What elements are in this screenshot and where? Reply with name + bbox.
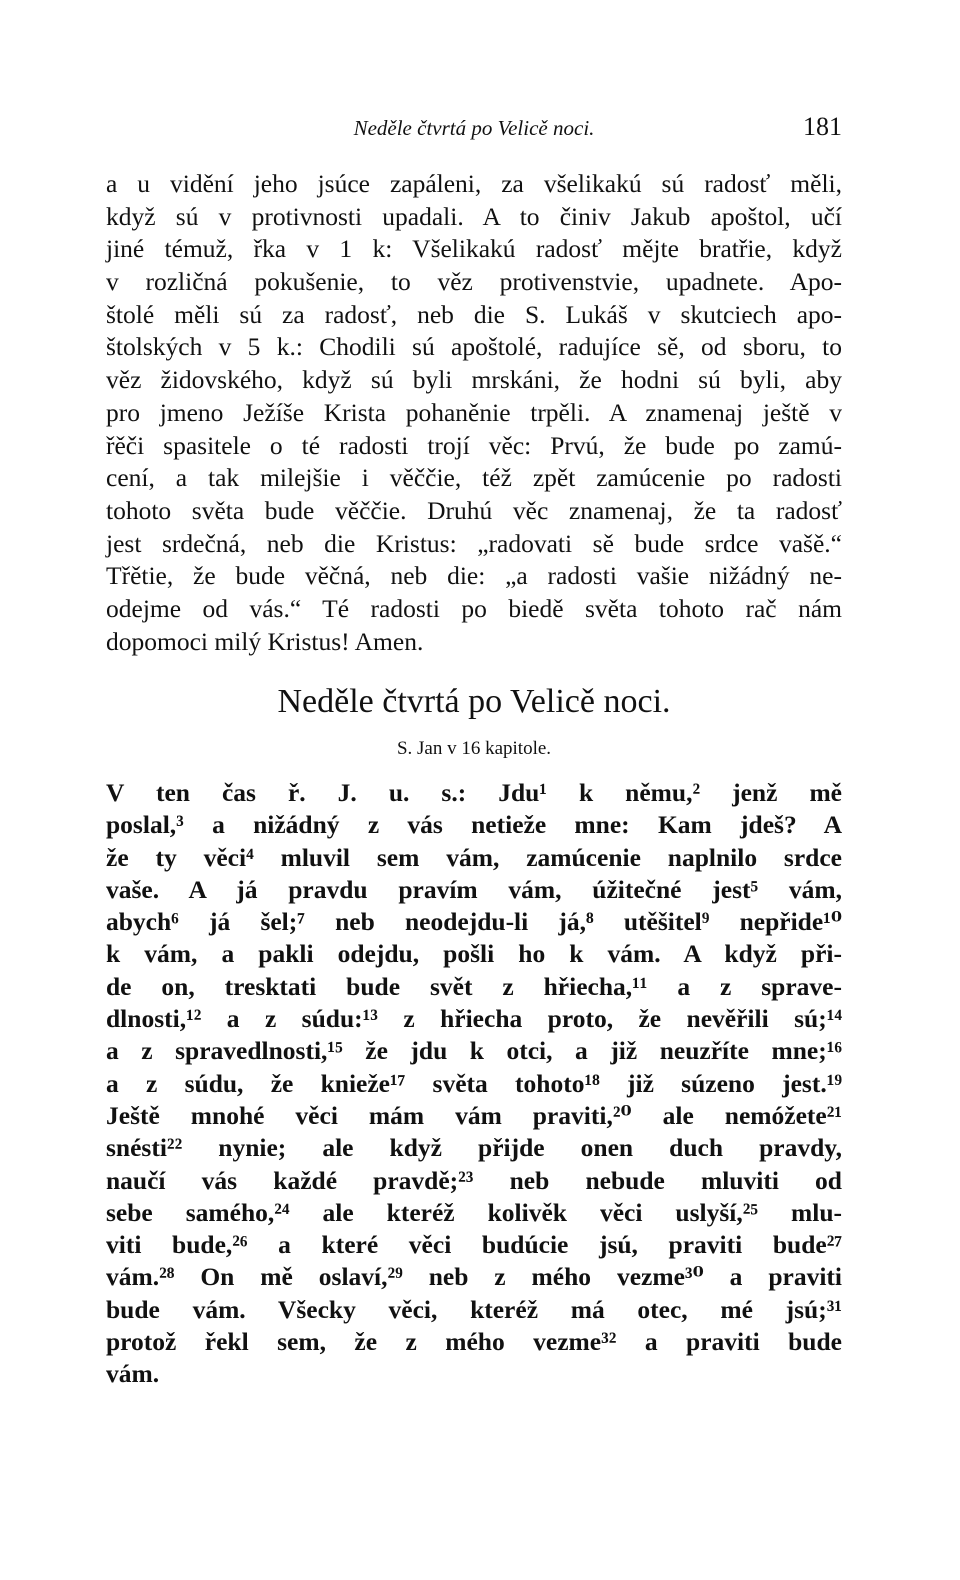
body-line: štolských v 5 k.: Chodili sú apoštolé, radujíce sě, od sboru, to: [106, 332, 842, 362]
gospel-line: dlnosti,¹² a z súdu:¹³ z hřiecha proto, že nevěřili sú;¹⁴: [106, 1004, 842, 1034]
body-line: tohoto světa bude věččie. Druhú věc znamenaj, že ta radosť: [106, 495, 842, 525]
body-line: pro jmeno Ježíše Krista pohaněnie trpěli. A znamenaj ještě v: [106, 397, 842, 427]
body-line: a u vidění jeho jsúce zapáleni, za všelikakú sú radosť měli,: [106, 169, 842, 198]
gospel-line: snésti²² nynie; ale když přijde onen duch pravdy,: [106, 1133, 842, 1163]
gospel-line: a z spravedlnosti,¹⁵ že jdu k otci, a již neuzříte mne;¹⁶: [106, 1036, 842, 1066]
body-line: cení, a tak milejšie i věččie, též zpět zamúcenie po radosti: [106, 463, 842, 493]
gospel-line: Ještě mnohé věci mám vám praviti,²⁰ ale nemóžete²¹: [106, 1100, 842, 1130]
body-line: Třětie, že bude věčná, neb die: „a radosti vašie nižádný ne-: [106, 561, 842, 591]
body-line: řěči spasitele o té radosti trojí věc: Prvú, že bude po zamú-: [106, 430, 842, 460]
gospel-paragraph: [106, 777, 842, 1391]
body-line: jest srdečná, neb die Kristus: „radovati sě bude srdce vašě.“: [106, 528, 842, 558]
body-line: věz židovského, když sú byli mrskáni, že hodni sú byli, aby: [106, 365, 842, 395]
body-line: dopomoci milý Kristus! Amen.: [106, 626, 424, 656]
running-header: [106, 112, 842, 146]
gospel-line: bude vám. Všecky věci, kteréž má otec, mé jsú;³¹: [106, 1294, 842, 1324]
body-line: když sú v protivnosti upadali. A to činiv Jakub apoštol, učí: [106, 201, 842, 231]
gospel-line: a z súdu, že knieže¹⁷ světa tohoto¹⁸ již súzeno jest.¹⁹: [106, 1068, 842, 1098]
body-line: štolé měli sú za radosť, neb die S. Lukáš v skutciech apo-: [106, 299, 842, 329]
page-number: 181: [803, 112, 842, 141]
gospel-line: V ten čas ř. J. u. s.: Jdu¹ k němu,² jenž mě: [106, 778, 842, 807]
gospel-line: k vám, a pakli odejdu, pošli ho k vám. A když při-: [106, 939, 842, 969]
body-line: v rozličná pokušenie, to věz protivenstvie, upadnete. Apo-: [106, 267, 842, 297]
gospel-line: vaše. A já pravdu pravím vám, úžitečné jest⁵ vám,: [106, 874, 842, 904]
gospel-line: de on, tresktati bude svět z hřiecha,¹¹ a z sprave-: [106, 971, 842, 1001]
gospel-line: viti bude,²⁶ a které věci budúcie jsú, praviti bude²⁷: [106, 1230, 842, 1260]
section-source: S. Jan v 16 kapitole.: [396, 738, 552, 759]
body-paragraph: [106, 168, 842, 658]
gospel-line: sebe samého,²⁴ ale kteréž kolivěk věci uslyší,²⁵ mlu-: [106, 1197, 842, 1227]
gospel-line: vám.: [106, 1359, 160, 1389]
gospel-line: poslal,³ a nižádný z vás netieže mne: Kam jdeš? A: [106, 810, 842, 840]
section-title: Neděle čtvrtá po Velicě noci.: [277, 683, 671, 720]
body-line: odejme od vás.“ Té radosti po biedě světa tohoto rač nám: [106, 593, 842, 623]
gospel-line: protož řekl sem, že z mého vezme³² a praviti bude: [106, 1327, 842, 1357]
gospel-line: že ty věci⁴ mluvil sem vám, zamúcenie naplnilo srdce: [106, 842, 842, 872]
running-title: Neděle čtvrtá po Velicě noci.: [353, 116, 595, 140]
gospel-line: abych⁶ já šel;⁷ neb neodejdu-li já,⁸ utěšitel⁹ nepřide¹⁰: [106, 907, 842, 937]
gospel-line: naučí vás každé pravdě;²³ neb nebude mluviti od: [106, 1165, 842, 1195]
gospel-line: vám.²⁸ On mě oslaví,²⁹ neb z mého vezme³⁰ a praviti: [106, 1262, 842, 1292]
body-line: jiné témuž, řka v 1 k: Všelikakú radosť mějte bratřie, když: [106, 234, 842, 264]
